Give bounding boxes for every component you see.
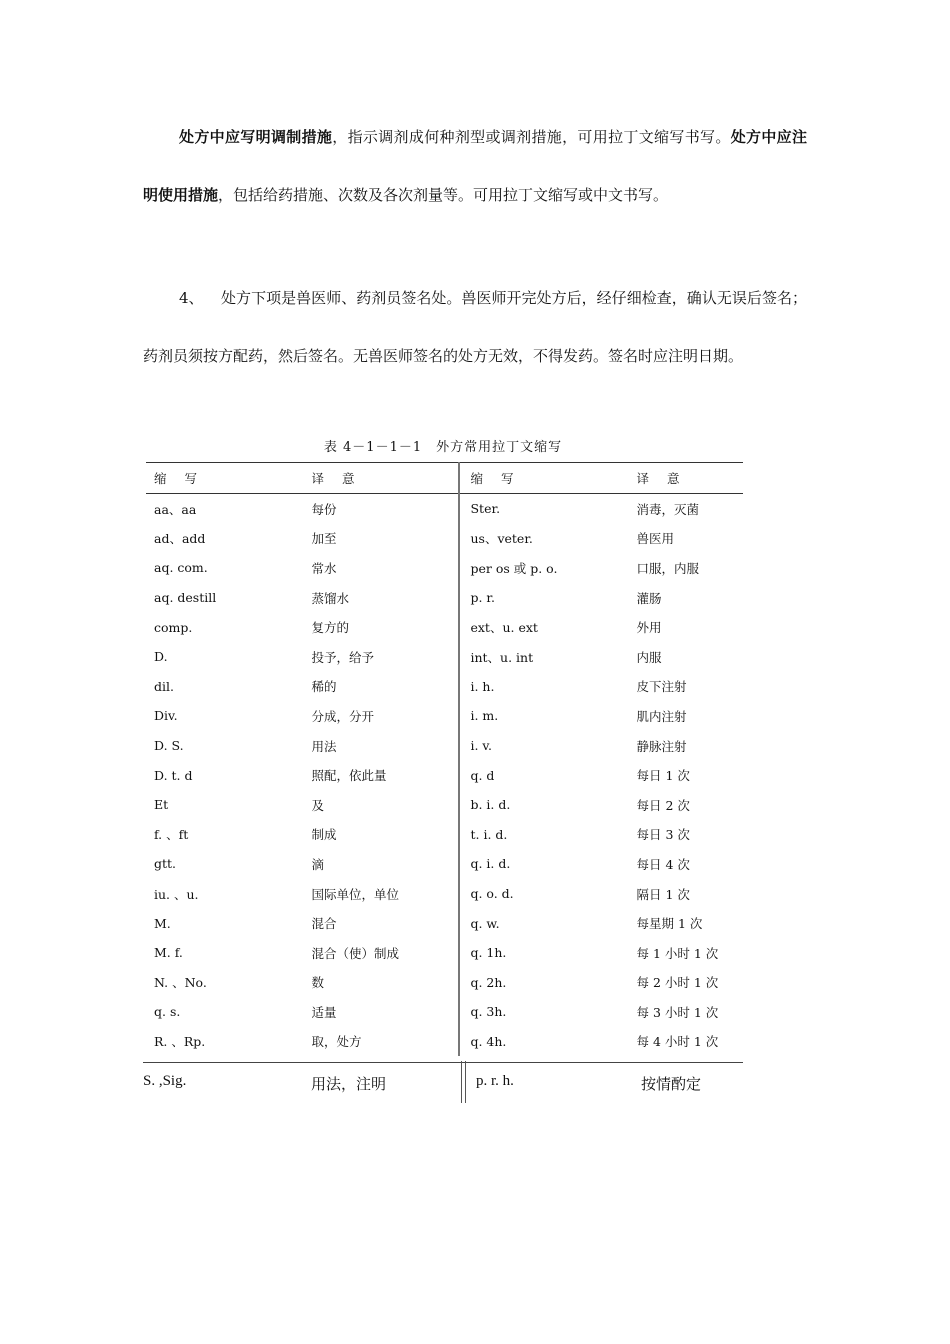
cell-meaning-1: 常水 [311,560,337,576]
bold-phrase-usage: 处方中应注明使用措施 [143,128,807,204]
cell-meaning-2: 每 1 小时 1 次 [636,945,719,961]
cell-abbr-1: Div. [154,708,178,724]
cell-abbr-2: i. h. [459,672,636,702]
cell-meaning-1: 用法 [311,738,337,754]
cell-meaning-1: 蒸馏水 [311,590,350,606]
cell-meaning-2: 隔日 1 次 [636,886,690,902]
last-row-abbr-2: p. r. h. [476,1073,514,1089]
cell-meaning-2: 每 3 小时 1 次 [636,1004,719,1020]
cell-meaning-2: 每 2 小时 1 次 [636,975,719,991]
cell-abbr-1: comp. [154,619,193,635]
table-row [146,731,743,761]
cell-meaning-2: 内服 [636,649,662,665]
table-row [146,849,743,879]
cell-abbr-1: gtt. [154,856,177,872]
table-row [146,790,743,820]
cell-abbr-1: f. 、ft [154,827,189,843]
table-row [146,612,743,642]
header-meaning-1: 译意 [312,463,460,494]
cell-meaning-1: 稀的 [311,679,337,695]
cell-meaning-1: 及 [311,797,325,813]
cell-abbr-2: q. d [459,760,636,790]
cell-meaning-2: 肌内注射 [636,708,687,724]
cell-abbr-2: int、u. int [459,642,636,672]
cell-meaning-1: 数 [311,975,325,991]
cell-abbr-1: N. 、No. [154,975,207,991]
cell-abbr-1: D. [154,649,168,665]
table-row [146,524,743,554]
cell-meaning-1: 制成 [311,827,337,843]
bold-phrase-preparation: 处方中应写明调制措施 [179,128,333,146]
cell-abbr-2: ext、u. ext [459,612,636,642]
item-number: 4、 [179,289,204,307]
cell-meaning-2: 外用 [636,620,662,636]
column-divider [461,1061,466,1103]
paragraph-signature [143,269,807,385]
table-row [146,938,743,968]
table-row [146,997,743,1027]
last-row-abbr-1: S. ,Sig. [143,1073,187,1089]
cell-meaning-1: 滴 [311,856,325,872]
cell-abbr-1: M. f. [154,945,183,961]
cell-meaning-2: 每星期 1 次 [636,916,703,932]
cell-abbr-1: Et [154,797,169,813]
text-preparation: ，指示调剂成何种剂型或调剂措施，可用拉丁文缩写书写。 [332,128,731,146]
signature-text: 处方下项是兽医师、药剂员签名处。兽医师开完处方后，经仔细检查，确认无误后签名；药剂员须按方配药，然后签名。无兽医师签名的处方无效，不得发药。签名时应注明日期。 [143,289,807,365]
cell-abbr-2: q. 1h. [459,938,636,968]
table-row [146,701,743,731]
cell-abbr-1: iu. 、u. [154,886,199,902]
cell-abbr-1: ad、add [154,531,206,547]
cell-meaning-1: 照配，依此量 [311,768,387,784]
cell-abbr-2: q. 2h. [459,968,636,998]
table-row [146,494,743,524]
cell-abbr-1: aq. destill [154,590,217,606]
cell-abbr-2: t. i. d. [459,820,636,850]
table-row [146,760,743,790]
cell-abbr-2: q. w. [459,908,636,938]
cell-abbr-2: per os 或 p. o. [459,553,636,583]
cell-abbr-1: M. [154,915,171,931]
table-row [146,583,743,613]
paragraph-prescription-method [143,108,807,224]
header-meaning-2: 译意 [636,463,743,494]
cell-meaning-1: 适量 [311,1004,337,1020]
table-row [146,1027,743,1057]
text-usage: ，包括给药措施、次数及各次剂量等。可用拉丁文缩写或中文书写。 [218,186,669,204]
cell-meaning-2: 每日 3 次 [636,827,690,843]
header-abbr-1: 缩写 [146,463,312,494]
cell-meaning-2: 口服，内服 [636,560,699,576]
last-row-meaning-2: 按情酌定 [641,1077,702,1093]
cell-meaning-2: 每日 2 次 [636,797,690,813]
table-header-row [146,463,743,494]
cell-meaning-1: 混合（使）制成 [311,945,400,961]
table-row [146,672,743,702]
last-row-meaning-1: 用法，注明 [311,1077,387,1093]
cell-meaning-2: 每日 1 次 [636,768,690,784]
cell-meaning-1: 取，处方 [311,1034,362,1050]
cell-abbr-1: aq. com. [154,560,208,576]
table-row [146,879,743,909]
cell-meaning-2: 静脉注射 [636,738,687,754]
cell-meaning-2: 每 4 小时 1 次 [636,1034,719,1050]
abbreviation-table [146,462,743,1056]
cell-abbr-2: q. 4h. [459,1027,636,1057]
cell-abbr-2: Ster. [459,494,636,524]
table-last-row [143,1062,743,1103]
cell-meaning-2: 每日 4 次 [636,856,690,872]
cell-abbr-1: D. S. [154,738,184,754]
cell-abbr-2: p. r. [459,583,636,613]
cell-meaning-1: 国际单位，单位 [311,886,400,902]
cell-meaning-1: 每份 [311,501,337,517]
table-row [146,820,743,850]
table-row [146,908,743,938]
cell-meaning-1: 分成，分开 [311,708,375,724]
table-row [146,642,743,672]
header-abbr-2: 缩写 [459,463,636,494]
cell-abbr-2: us、veter. [459,524,636,554]
cell-meaning-1: 投予，给予 [311,649,375,665]
table-row [146,968,743,998]
cell-meaning-1: 加至 [311,531,337,547]
table-caption: 表 4－1－1－1 外方常用拉丁文缩写 [323,440,563,455]
cell-meaning-2: 消毒，灭菌 [636,501,699,517]
cell-abbr-1: q. s. [154,1004,181,1020]
cell-abbr-1: dil. [154,678,174,694]
cell-meaning-1: 复方的 [311,620,350,636]
cell-abbr-2: i. m. [459,701,636,731]
cell-abbr-2: b. i. d. [459,790,636,820]
cell-abbr-1: D. t. d [154,767,193,783]
cell-abbr-1: aa、aa [154,501,197,517]
cell-meaning-2: 灌肠 [636,590,662,606]
table-row [146,553,743,583]
cell-abbr-2: i. v. [459,731,636,761]
cell-meaning-1: 混合 [311,916,337,932]
cell-abbr-2: q. i. d. [459,849,636,879]
cell-meaning-2: 兽医用 [636,531,674,547]
cell-meaning-2: 皮下注射 [636,679,687,695]
cell-abbr-2: q. o. d. [459,879,636,909]
cell-abbr-2: q. 3h. [459,997,636,1027]
cell-abbr-1: R. 、Rp. [154,1034,206,1050]
